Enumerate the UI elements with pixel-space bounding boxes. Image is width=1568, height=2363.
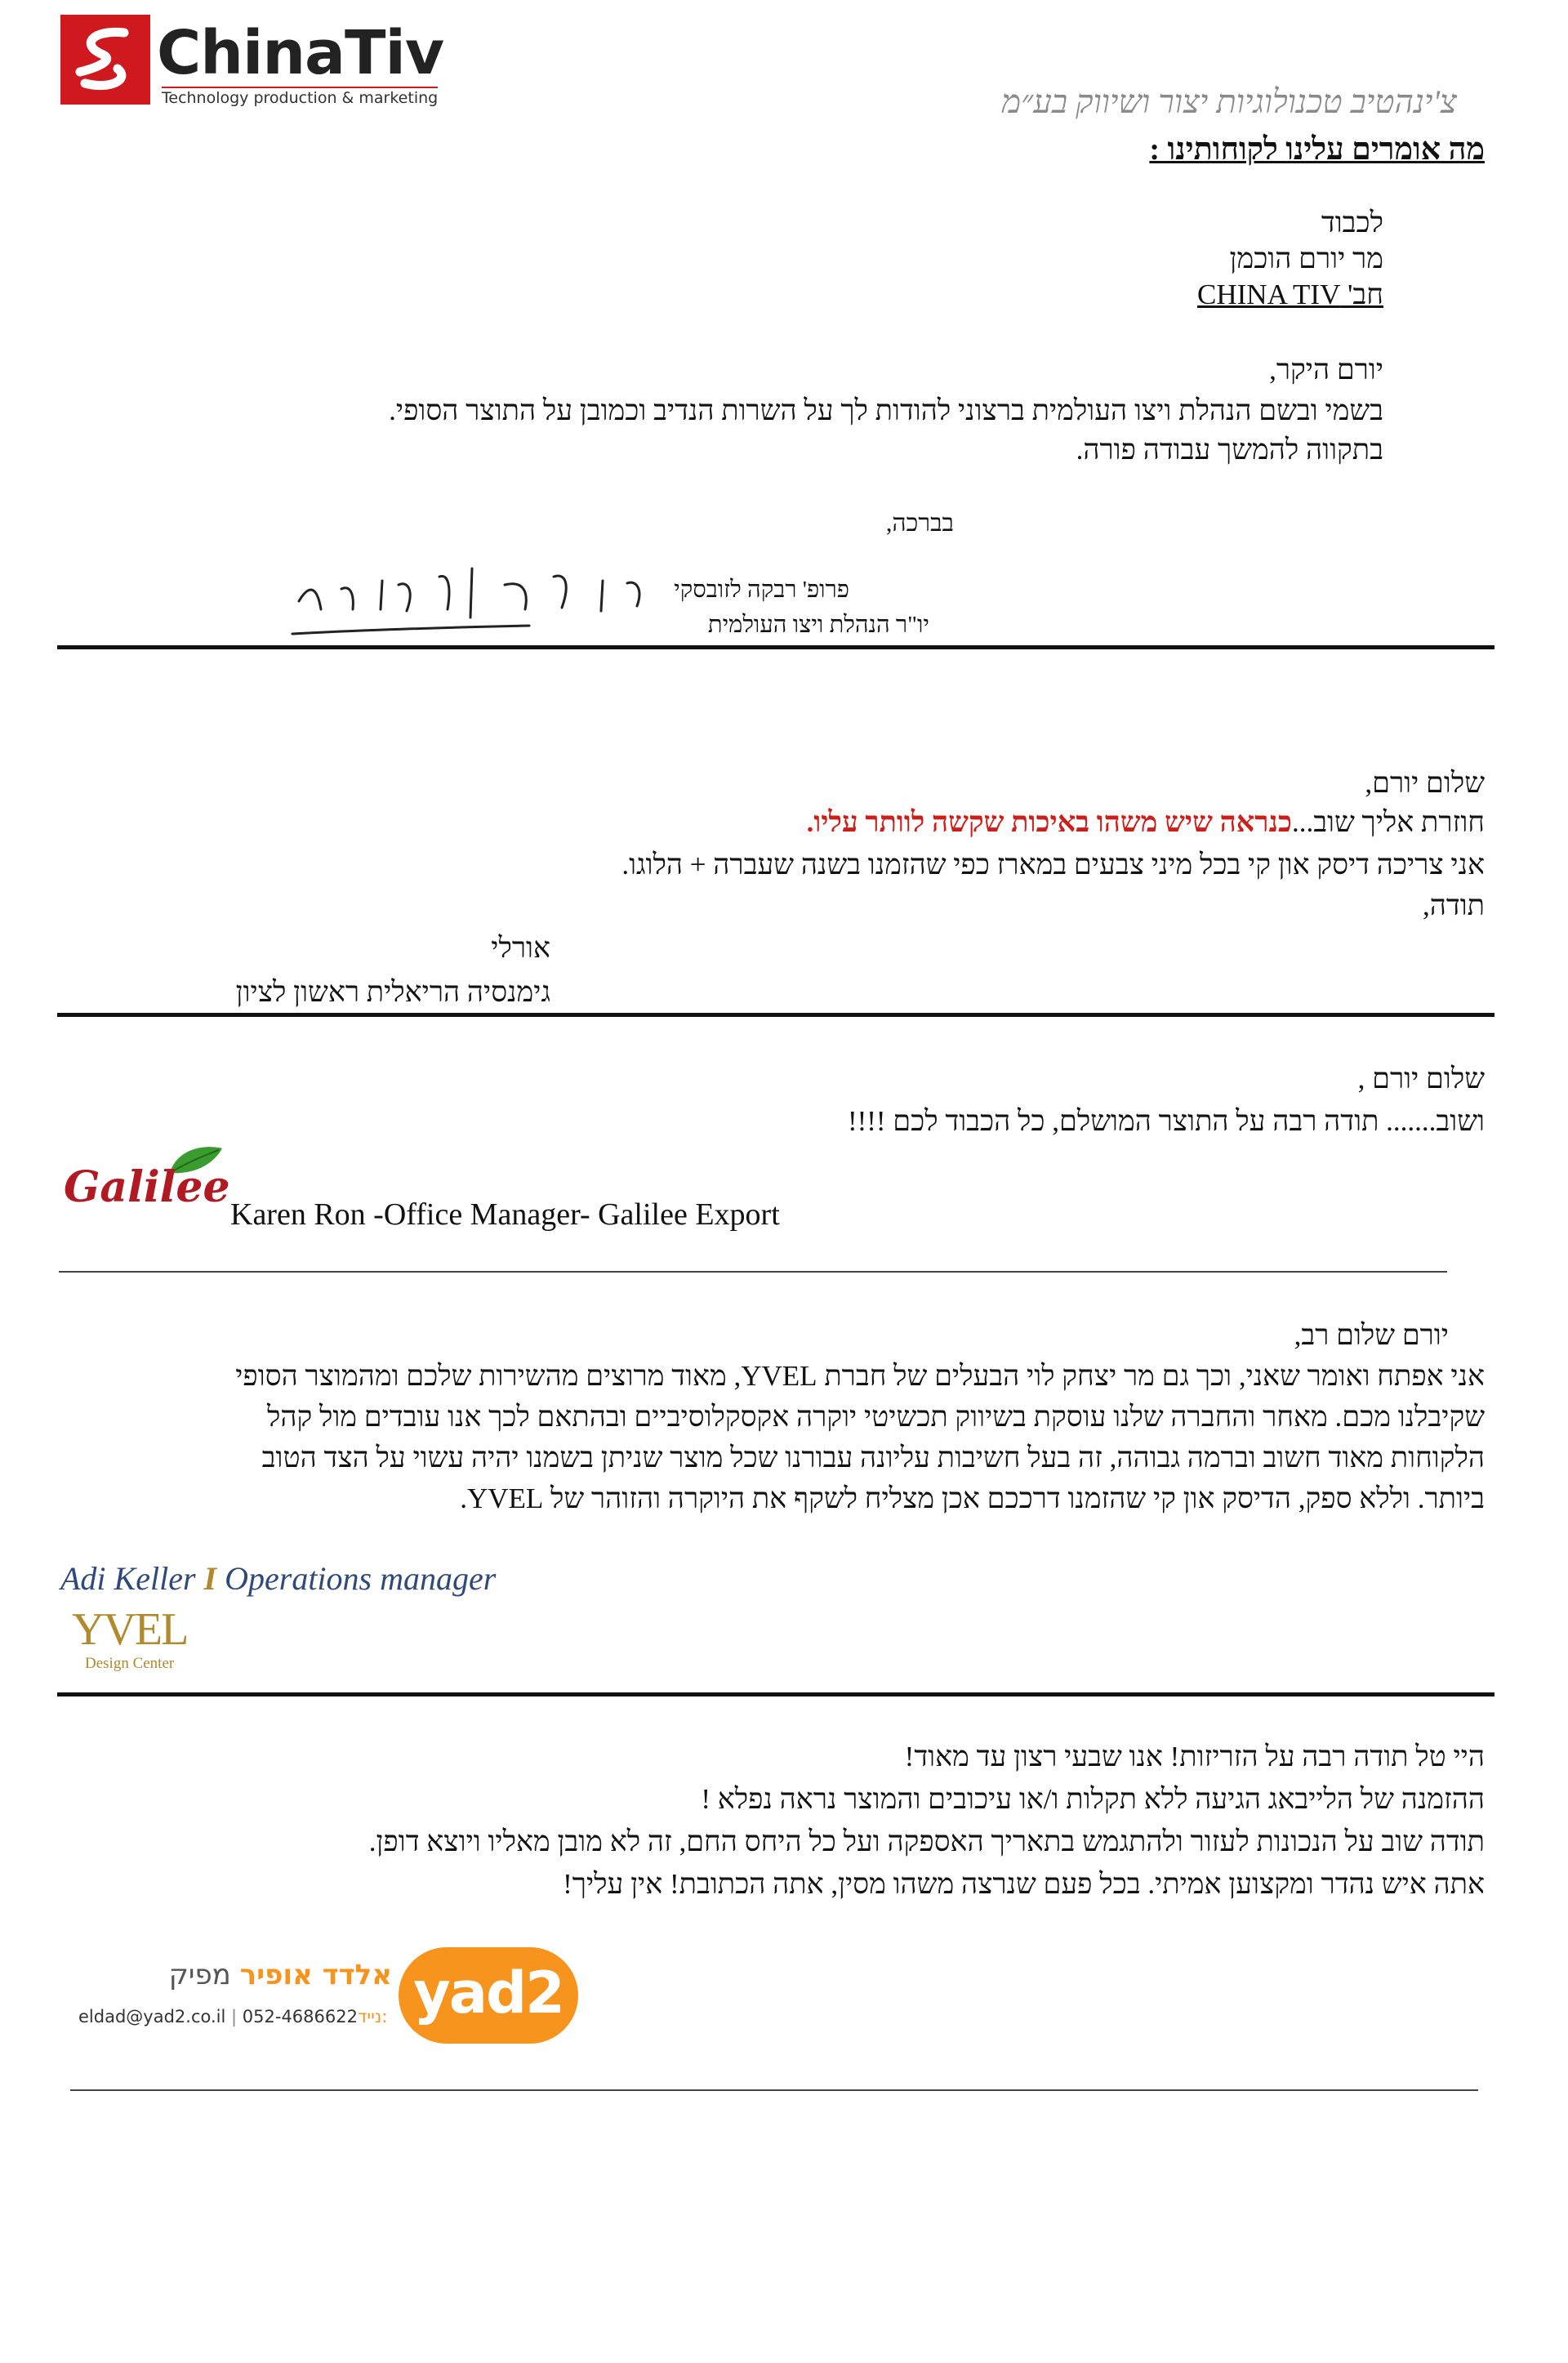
galilee-logo bbox=[64, 1142, 235, 1215]
letter1-closing: בברכה, bbox=[885, 510, 954, 537]
yad2-logo-text: yad2 bbox=[413, 1960, 564, 2026]
galilee-logo-text: Galilee bbox=[64, 1162, 230, 1212]
letter4-sig-title: Operations manager bbox=[225, 1560, 497, 1597]
divider bbox=[59, 1271, 1447, 1273]
divider bbox=[57, 1013, 1494, 1017]
yad2-logo bbox=[399, 1947, 578, 2044]
letter1-body-line2: בתקווה להמשך עבודה פורה. bbox=[1076, 434, 1383, 466]
letter4-sig-name: Adi Keller bbox=[60, 1560, 196, 1597]
yvel-logo-text: YVEL bbox=[72, 1604, 188, 1655]
letter1-signer-name: פרופ' רבקה לזובסקי bbox=[674, 577, 849, 603]
letter2-signer-name: אורלי bbox=[491, 932, 550, 964]
chinativ-logo-icon bbox=[60, 15, 150, 105]
letter4-sig-sep: I bbox=[203, 1560, 217, 1597]
divider bbox=[70, 2089, 1478, 2091]
chinativ-logo bbox=[60, 15, 444, 111]
company-hebrew-name: צ'ינהטיב טכנולוגיות יצור ושיווק בע״מ bbox=[1001, 83, 1457, 120]
letter5-line2: ההזמנה של הלייבאג הגיעה ללא תקלות ו/או עיכובים והמוצר נראה נפלא ! bbox=[701, 1783, 1485, 1815]
yad2-sig-role: מפיק bbox=[168, 1959, 231, 1991]
letter4-body-line4: ביותר. וללא ספק, הדיסק און קי שהזמנו דרככם אכן מצליח לשקף את היוקרה והזוהר של YVEL. bbox=[460, 1482, 1485, 1514]
yad2-signature-card bbox=[74, 1947, 596, 2045]
letter5-line4: אתה איש נהדר ומקצוען אמיתי. בכל פעם שנרצה משהו מסין, אתה הכתובת! אין עליך! bbox=[563, 1868, 1485, 1900]
divider bbox=[57, 645, 1494, 649]
letter4-body-line2: שקיבלנו מכם. מאחר והחברה שלנו עוסקת בשיווק תכשיטי יוקרה אקסקלוסיביים ובהתאם לכך אנו עובדים מול קהל bbox=[266, 1401, 1485, 1433]
letter2-line2: אני צריכה דיסק און קי בכל מיני צבעים במארז כפי שהזמנו בשנה שעברה + הלוגו. bbox=[621, 849, 1485, 881]
letter4-body-line1: אני אפתח ואומר שאני, וכך גם מר יצחק לוי הבעלים של חברת YVEL, מאוד מרוצים מהשירות שלכם ומהמוצר הסופי bbox=[235, 1360, 1485, 1392]
letter1-to-line2: מר יורם הוכמן bbox=[1229, 243, 1383, 274]
letter4-body-line3: הלקוחות מאוד חשוב וברמה גבוהה, זה בעל חשיבות עליונה עבורנו שכל מוצר שניתן בשמנו יהיה עשוי על הצד הטוב bbox=[261, 1442, 1485, 1474]
letter2-greeting: שלום יורם, bbox=[1365, 767, 1485, 799]
letter5-line1: היי טל תודה רבה על הזריזות! אנו שבעי רצון עד מאוד! bbox=[904, 1741, 1485, 1772]
yad2-sig-name: אלדד אופיר bbox=[239, 1959, 392, 1991]
yad2-sig-phone-label: נייד: bbox=[357, 2007, 388, 2026]
yvel-logo bbox=[72, 1603, 203, 1684]
page-heading: מה אומרים עלינו לקוחותינו : bbox=[1149, 132, 1485, 167]
logo-text: ChinaTiv bbox=[157, 18, 444, 88]
letter3-greeting: שלום יורם , bbox=[1357, 1063, 1485, 1095]
letter2-signer-org: גימנסיה הריאלית ראשון לציון bbox=[235, 976, 550, 1008]
letter1-to-line3: חב' CHINA TIV bbox=[1197, 279, 1383, 310]
letter4-signature bbox=[60, 1558, 496, 1599]
yad2-sig-contact: eldad@yad2.co.il | 052-4686622נייד: bbox=[78, 2007, 388, 2026]
letter1-greeting: יורם היקר, bbox=[1269, 354, 1383, 386]
letter5-line3: תודה שוב על הנכונות לעזור ולהתגמש בתאריך האספקה ועל כל היחס החם, זה לא מובן מאליו ויוצא דופן. bbox=[368, 1826, 1485, 1857]
divider bbox=[57, 1692, 1494, 1696]
yad2-sig-phone: 052-4686622 bbox=[242, 2007, 358, 2026]
logo-tagline: Technology production & marketing bbox=[162, 87, 438, 107]
letter2-highlight: כנראה שיש משהו באיכות שקשה לוותר עליו. bbox=[806, 806, 1292, 838]
letter2-thanks: תודה, bbox=[1422, 889, 1485, 921]
yad2-sig-email: eldad@yad2.co.il bbox=[78, 2007, 226, 2026]
letter1-to-line1: לכבוד bbox=[1321, 207, 1383, 239]
letter3-body: ושוב....... תודה רבה על התוצר המושלם, כל הכבוד לכם !!!! bbox=[847, 1105, 1485, 1137]
yad2-sig-name-line bbox=[74, 1959, 392, 1991]
letter1-body-line1: בשמי ובשם הנהלת ויצו העולמית ברצוני להודות לך על השרות הנדיב וכמובן על התוצר הסופי. bbox=[389, 395, 1383, 426]
letter4-greeting: יורם שלום רב, bbox=[1294, 1319, 1449, 1351]
letter2-line1-prefix: חוזרת אליך שוב... bbox=[1291, 806, 1485, 838]
letter3-signature: Karen Ron -Office Manager- Galilee Export bbox=[230, 1197, 780, 1232]
yvel-logo-sub: Design Center bbox=[85, 1655, 175, 1672]
letter2-line1 bbox=[260, 802, 1485, 843]
letter1-signer-title: יו"ר הנהלת ויצו העולמית bbox=[707, 612, 929, 638]
